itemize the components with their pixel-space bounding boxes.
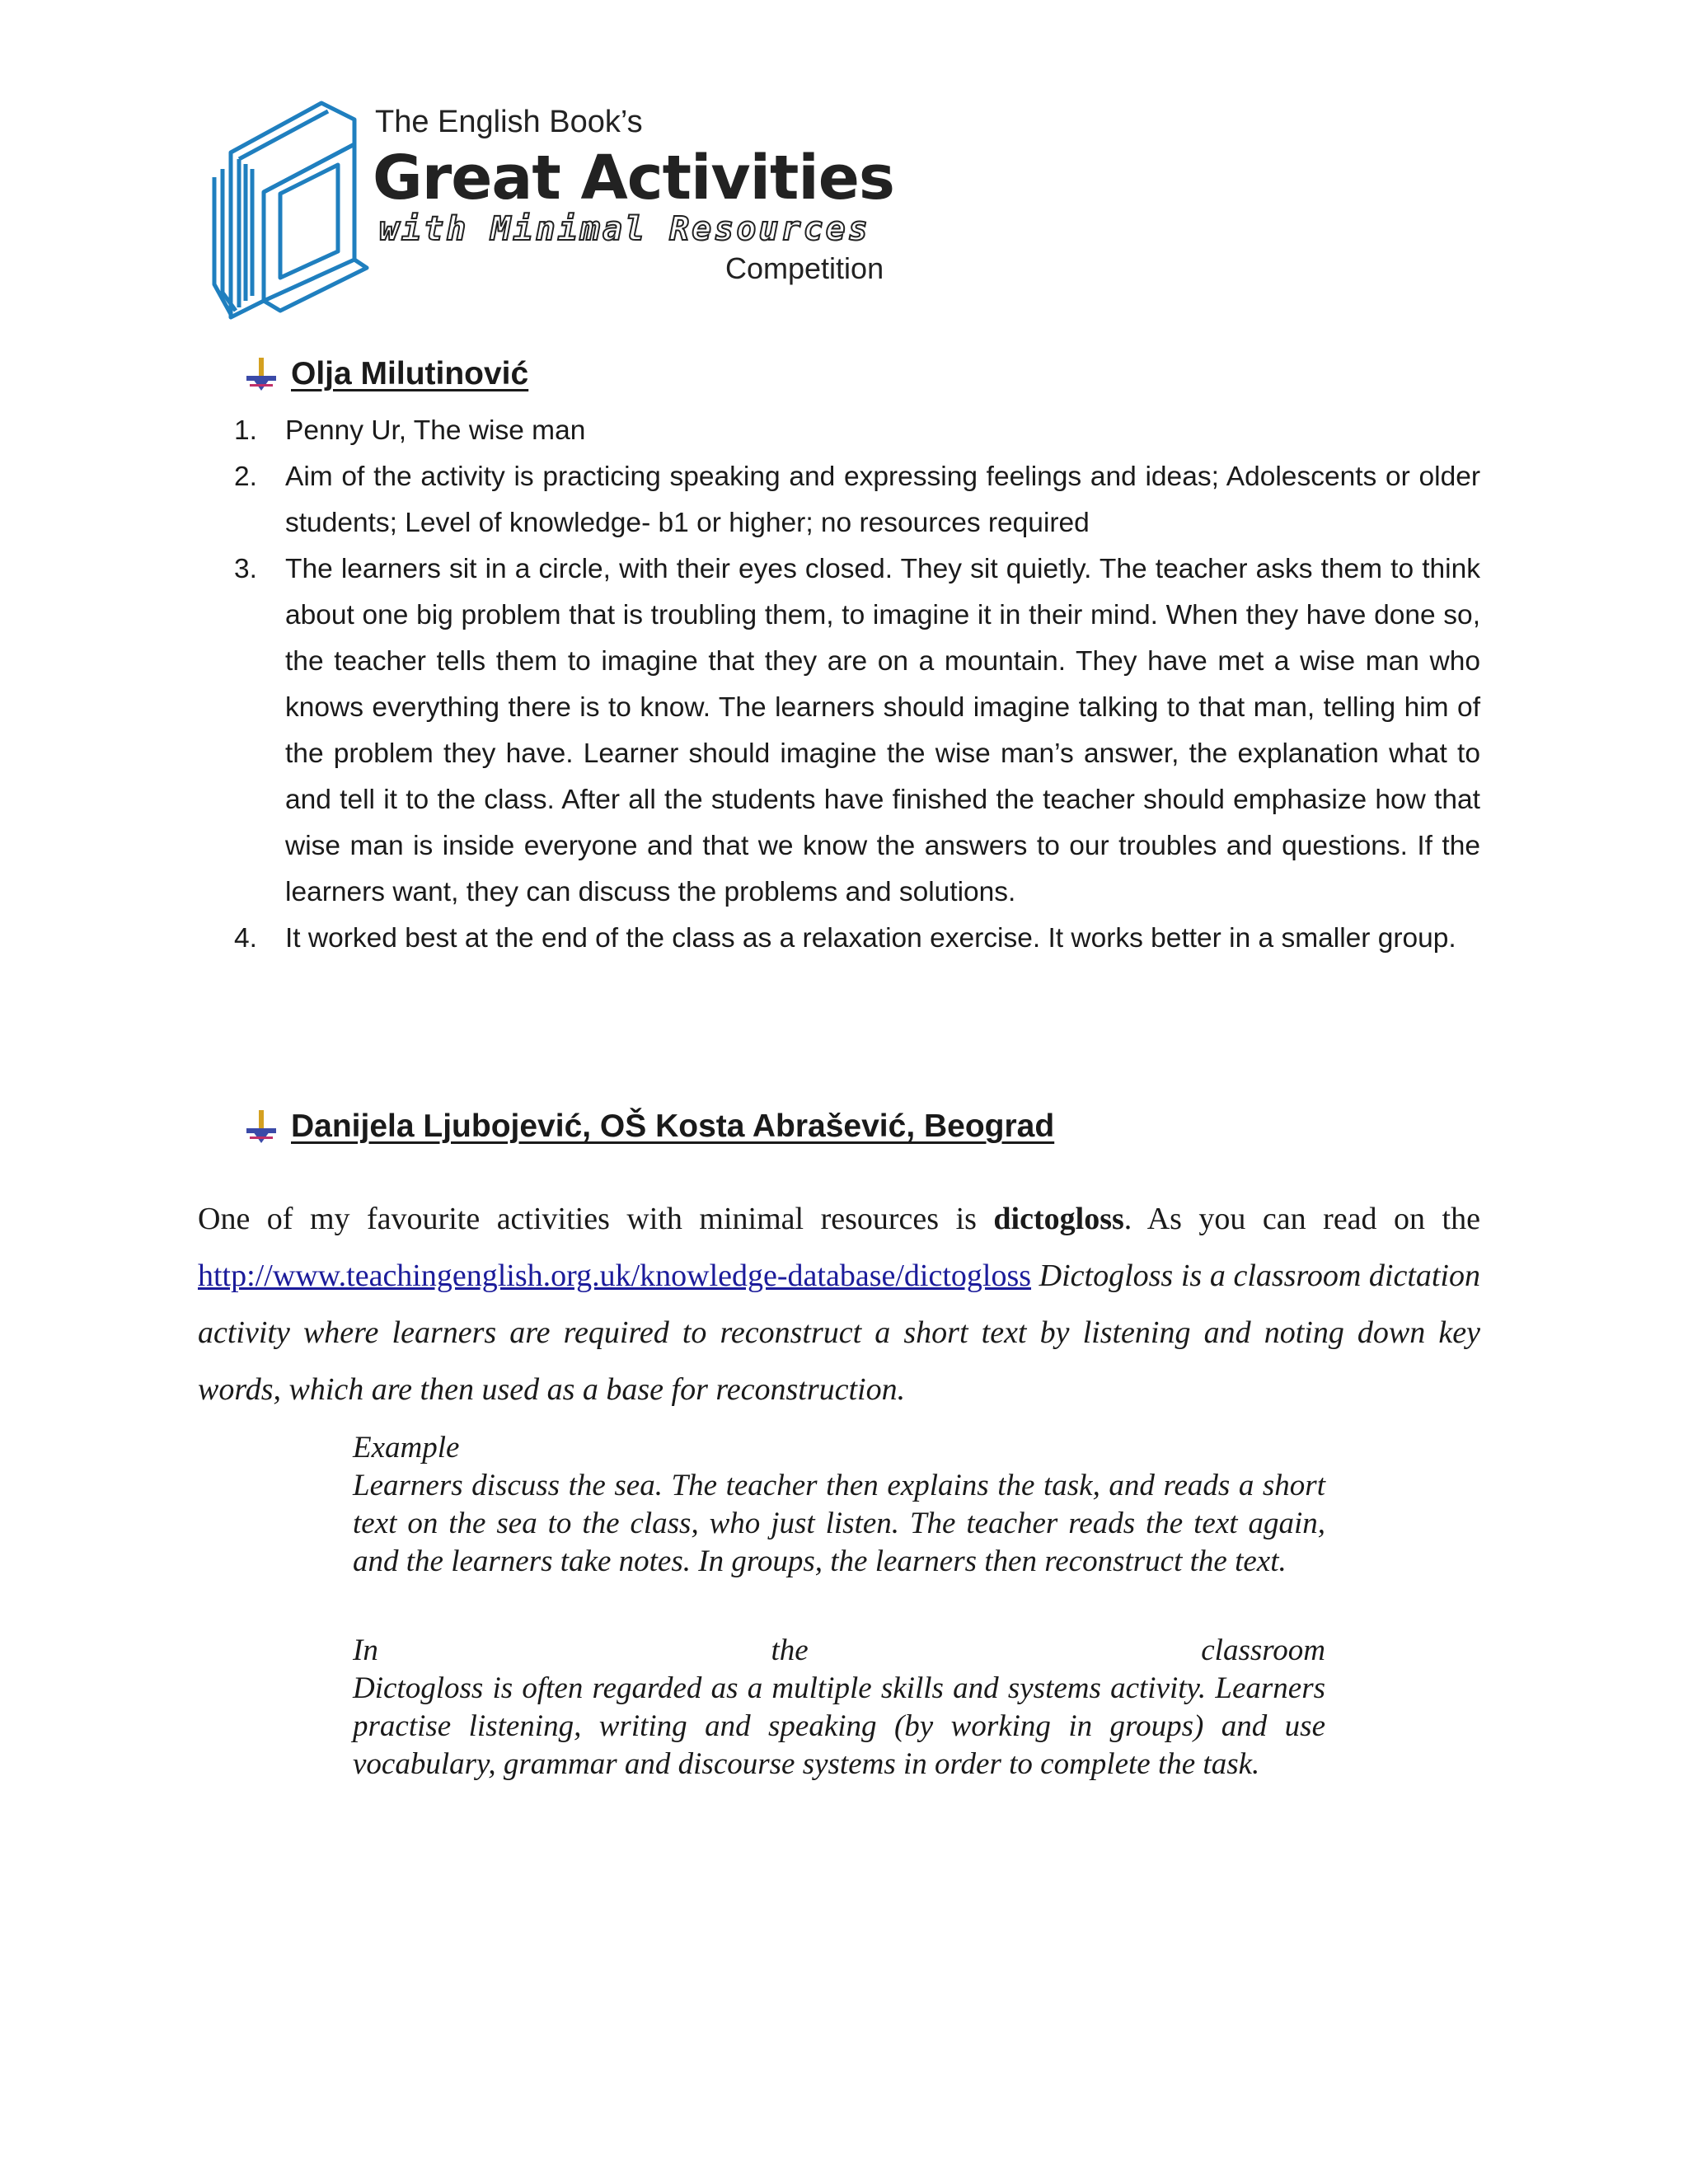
competition-logo [206, 95, 915, 326]
logo-line-1: The English Book’s [375, 105, 643, 139]
section-1-title: Olja Milutinović [291, 356, 529, 391]
arrow-bullet-icon [243, 356, 279, 392]
list-number: 4. [234, 923, 257, 954]
intro-paragraph [198, 1191, 1480, 1418]
list-item [234, 408, 1480, 454]
list-text: It worked best at the end of the class as a relaxation exercise. It works better in a smaller group. [285, 923, 1456, 954]
list-text: Penny Ur, The wise man [285, 415, 586, 446]
logo-subtitle: with Minimal Resources [379, 210, 870, 248]
list-number: 3. [234, 554, 257, 584]
list-text: Aim of the activity is practicing speaking and expressing feelings and ideas; Adolescents or older students; Level of knowledge- b1 or higher; no resources required [285, 462, 1480, 538]
section-2-title: Danijela Ljubojević, OŠ Kosta Abrašević, Beograd [291, 1108, 1055, 1144]
example-title: Example [353, 1431, 460, 1465]
dictogloss-term: dictogloss [993, 1202, 1124, 1236]
dictogloss-link[interactable]: http://www.teachingenglish.org.uk/knowledge-database/dictogloss [198, 1258, 1032, 1293]
book-icon [206, 95, 371, 326]
classroom-word: classroom [1201, 1633, 1325, 1667]
classroom-text: Dictogloss is often regarded as a multiple skills and systems activity. Learners practise listening, writing and speaking (by working in groups) and use vocabulary, grammar and discourse systems in order to complete the task. [353, 1671, 1325, 1781]
list-item [234, 546, 1480, 916]
arrow-bullet-icon [243, 1108, 279, 1145]
list-item [234, 916, 1480, 962]
list-number: 1. [234, 415, 257, 446]
example-block [353, 1429, 1325, 1581]
classroom-word: the [771, 1633, 809, 1667]
logo-competition: Competition [725, 251, 884, 285]
list-item [234, 454, 1480, 546]
classroom-word: In [353, 1633, 378, 1667]
example-text: Learners discuss the sea. The teacher then explains the task, and reads a short text on the sea to the class, who just listen. The teacher reads the text again, and the learners take notes. In groups, the learners then reconstruct the text. [353, 1469, 1325, 1578]
intro-text-cont: . As you can read on the [1123, 1202, 1480, 1236]
section-1-heading [243, 356, 528, 392]
logo-title: Great Activities [373, 143, 894, 213]
classroom-title [353, 1632, 1325, 1670]
definition-text: Dictogloss is a classroom dictation activity where learners are required to reconstruct a short text by listening and noting down key words, which are then used as a base for reconstruction. [198, 1258, 1480, 1407]
classroom-block [353, 1632, 1325, 1783]
section-2-heading [243, 1108, 1054, 1145]
list-number: 2. [234, 462, 257, 492]
list-text: The learners sit in a circle, with their eyes closed. They sit quietly. The teacher asks them to think about one big problem that is troubling them, to imagine it in their mind. When they have done so, the teacher tells them to imagine that they are on a mountain. They have met a wise man who knows everything there is to know. The learners should imagine talking to that man, telling him of the problem they have. Learner should imagine the wise man’s answer, the explanation what to and tell it to the class. After all the students have finished the teacher should emphasize how that wise man is inside everyone and that we know the answers to our troubles and questions. If the learners want, they can discuss the problems and solutions. [285, 554, 1480, 907]
intro-text: One of my favourite activities with minimal resources is [198, 1202, 994, 1236]
activity-list [234, 408, 1480, 962]
